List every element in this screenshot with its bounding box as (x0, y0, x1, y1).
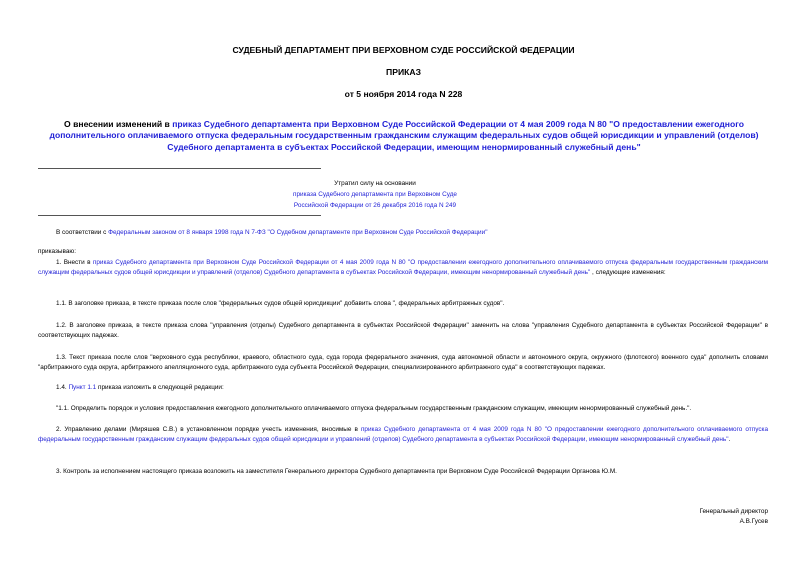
org-header: СУДЕБНЫЙ ДЕПАРТАМЕНТ ПРИ ВЕРХОВНОМ СУДЕ РОССИЙСКОЙ ФЕДЕРАЦИИ (232, 45, 575, 55)
basis-paragraph (38, 228, 768, 238)
signature-position: Генеральный директор (699, 508, 768, 515)
lost-force-link-line2[interactable]: Российской Федерации от 26 декабря 2016 года N 249 (293, 202, 457, 209)
p1-suffix: , следующие изменения: (590, 268, 666, 276)
paragraph-1-2: 1.2. В заголовке приказа, в тексте приказа слова "управления (отделы) Судебного департамента в субъектах Российской Федерации" заменить на слова "управления Судебного департамента в субъектах Российской Федерации" в соответствующих падежах. (38, 322, 768, 339)
divider-top (38, 168, 321, 169)
basis-prefix: В соответствии с (56, 229, 109, 236)
doc-type: ПРИКАЗ (386, 67, 421, 77)
title-prefix: О внесении изменений в (64, 119, 173, 129)
paragraph-1-4 (38, 383, 768, 393)
title-link[interactable]: приказ Судебного департамента при Верховном Суде Российской Федерации от 4 мая 2009 года N 80 "О предоставлении ежегодного дополнительного оплачиваемого отпуска федеральным государственным гражданским служащим федеральных судов общей юрисдикции и управлений (отделов) Судебного департамента в субъектах Российской Федерации, имеющим ненормированный служебный день" (49, 119, 759, 152)
doc-date-number: от 5 ноября 2014 года N 228 (344, 89, 463, 99)
divider-bottom (38, 215, 321, 216)
doc-title (34, 119, 774, 153)
paragraph-1 (38, 258, 768, 277)
signature-block (699, 507, 768, 527)
quote-paragraph: "1.1. Определить порядок и условия предоставления ежегодного дополнительного оплачиваемого отпуска федеральным государственным гражданским служащим, имеющим ненормированный служебный день.". (56, 405, 692, 412)
lost-force-label: Утратил силу на основании (334, 180, 416, 187)
paragraph-1-3: 1.3. Текст приказа после слов "верховного суда республики, краевого, областного суда, суда города федерального значения, суда автономной области и автономного округа, окружного (флотского) военного суда" дополнить словами "арбитражного суда округа, арбитражного апелляционного суда, арбитражного суда субъекта Российской Федерации, специализированного арбитражного суда" в соответствующих падежах. (38, 354, 768, 371)
p2-link[interactable]: приказ Судебного департамента от 4 мая 2009 года N 80 "О предоставлении ежегодного дополнительного оплачиваемого отпуска федеральным государственным гражданским служащим федеральных судов общей юрисдикции и управлений (отделов) Судебного департамента в субъектах Российской Федерации, имеющим ненормированный служебный день" (38, 426, 768, 443)
lost-force-note (140, 178, 610, 211)
basis-link[interactable]: Федеральным законом от 8 января 1998 года N 7-ФЗ "О Судебном департаменте при Верховном Суде Российской Федерации" (108, 229, 488, 236)
p2-suffix: . (728, 435, 731, 443)
lost-force-link-line1[interactable]: приказа Судебного департамента при Верховном Суде (293, 191, 457, 198)
signature-name: А.В.Гусев (739, 518, 768, 525)
paragraph-2 (38, 425, 768, 444)
p1-4-suffix: приказа изложить в следующей редакции: (96, 384, 224, 391)
p2-prefix: 2. Управлению делами (Миряшев С.В.) в установленном порядке учесть изменения, вносимые в (56, 426, 361, 433)
paragraph-1-1: 1.1. В заголовке приказа, в тексте приказа после слов "федеральных судов общей юрисдикции" добавить слова ", федеральных арбитражных судов". (56, 300, 505, 307)
p1-prefix: 1. Внести в (56, 259, 93, 266)
p1-4-link[interactable]: Пункт 1.1 (68, 384, 97, 391)
order-word: приказываю: (38, 248, 76, 255)
p1-link[interactable]: приказ Судебного департамента при Верховном Суде Российской Федерации от 4 мая 2009 года N 80 "О предоставлении ежегодного дополнительного оплачиваемого отпуска федеральным государственным гражданским служащим федеральных судов общей юрисдикции и управлений (отделов) Судебного департамента в субъектах Российской Федерации, имеющим ненормированный служебный день" (38, 259, 768, 276)
p1-4-prefix: 1.4. (56, 384, 69, 391)
paragraph-3: 3. Контроль за исполнением настоящего приказа возложить на заместителя Генерального директора Судебного департамента при Верховном Суде Российской Федерации Органова Ю.М. (56, 468, 617, 475)
